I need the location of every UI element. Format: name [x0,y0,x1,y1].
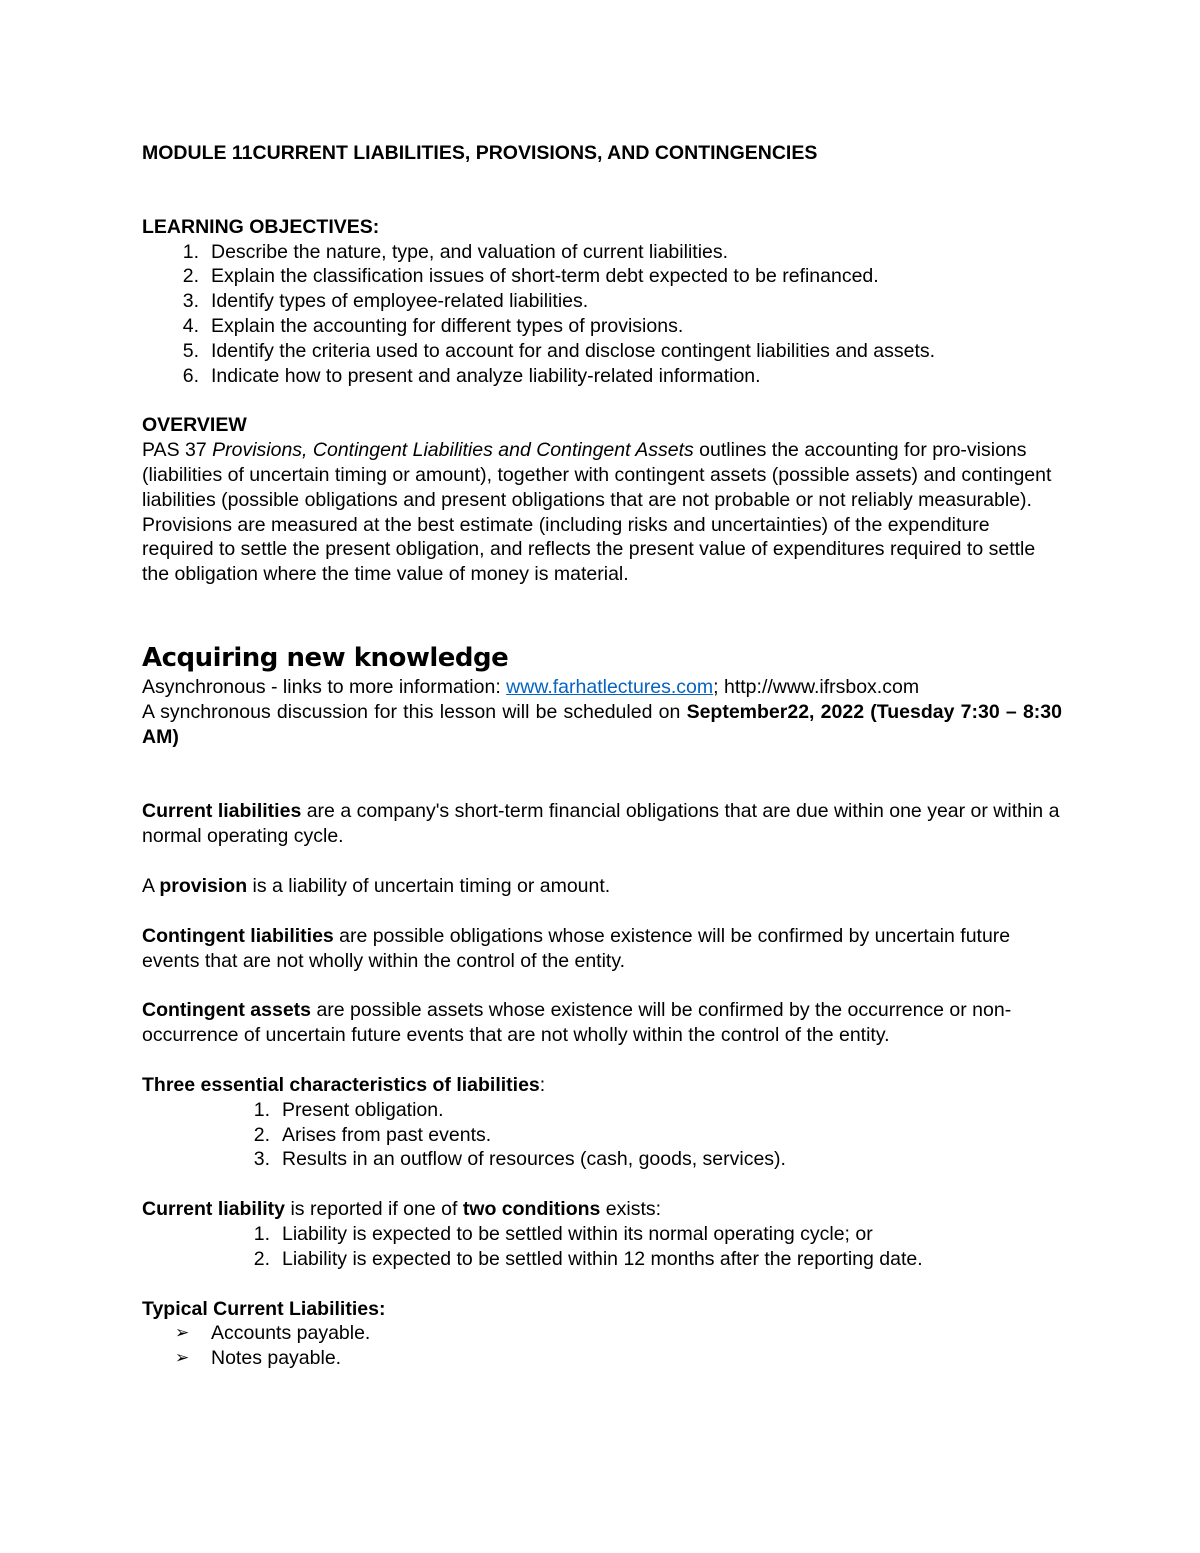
sync-discussion: A synchronous discussion for this lesson will be scheduled on September22, 2022 (Tuesday 7:30 – 8:30 AM) [142,700,1062,748]
sync-date: September22, 2022 (Tuesday 7:30 – 8:30 AM) [142,700,1062,748]
objectives-list [142,240,1062,389]
ifrsbox-link: http://www.ifrsbox.com [724,675,920,698]
conditions-heading: Current liability is reported if one of two conditions exists: [142,1198,662,1221]
typical-list [142,1321,1062,1371]
list-item: 5. Identify the criteria used to account for and disclose contingent liabilities and assets. [182,339,936,362]
overview-heading: OVERVIEW [142,414,247,437]
arrowhead-bullet-icon: ➢ [175,1348,190,1368]
list-item: 2. Explain the classification issues of short-term debt expected to be refinanced. [182,265,879,288]
farhat-link[interactable]: www.farhatlectures.com [506,675,714,698]
definition-contingent-liabilities: Contingent liabilities are possible obligations whose existence will be confirmed by uncertain future events that are not wholly within the control of the entity. [142,924,1011,972]
characteristics-list [142,1098,1062,1172]
links-line: Asynchronous - links to more information: www.farhatlectures.com; http://www.ifrsbox.com [142,675,920,698]
characteristics-heading: Three essential characteristics of liabilities: [142,1073,546,1096]
list-item: 1. Describe the nature, type, and valuation of current liabilities. [182,240,729,263]
definition-provision: A provision is a liability of uncertain timing or amount. [142,874,611,897]
list-item: 1. Liability is expected to be settled within its normal operating cycle; or [253,1222,873,1245]
objectives-heading: LEARNING OBJECTIVES: [142,215,380,238]
typical-heading: Typical Current Liabilities: [142,1297,386,1320]
acquiring-heading: Acquiring new knowledge [142,642,509,673]
definition-current-liabilities: Current liabilities are a company's short-term financial obligations that are due within one year or within a normal operating cycle. [142,800,1060,848]
list-item: ➢ Notes payable. [175,1347,342,1370]
list-item: 2. Arises from past events. [253,1123,492,1146]
list-item: ➢ Accounts payable. [175,1322,371,1345]
overview-paragraph: PAS 37 Provisions, Contingent Liabilities and Contingent Assets outlines the accounting for pro-visions (liabilities of uncertain timing or amount), together with contingent assets (possible assets) and contingent liabilities (possible obligations and present obligations that are not probable or not reliably measurable). Provisions are measured at the best estimate (including risks and uncertainties) of the expenditure required to settle the present obligation, and reflects the present value of expenditures required to settle the obligation where the time value of money is material. [142,439,1052,586]
list-item: 1. Present obligation. [253,1098,444,1121]
arrowhead-bullet-icon: ➢ [175,1323,190,1343]
definition-contingent-assets: Contingent assets are possible assets whose existence will be confirmed by the occurrence or non-occurrence of uncertain future events that are not wholly within the control of the entity. [142,999,1012,1047]
conditions-list [142,1222,1062,1272]
list-item: 3. Results in an outflow of resources (cash, goods, services). [253,1148,786,1171]
list-item: 4. Explain the accounting for different types of provisions. [182,314,684,337]
list-item: 6. Indicate how to present and analyze liability-related information. [182,364,761,387]
module-title: MODULE 11CURRENT LIABILITIES, PROVISIONS, AND CONTINGENCIES [142,142,818,164]
list-item: 2. Liability is expected to be settled within 12 months after the reporting date. [253,1247,923,1270]
standard-title: Provisions, Contingent Liabilities and Contingent Assets [212,439,694,462]
list-item: 3. Identify types of employee-related liabilities. [182,290,589,313]
document-content [142,141,1062,1371]
